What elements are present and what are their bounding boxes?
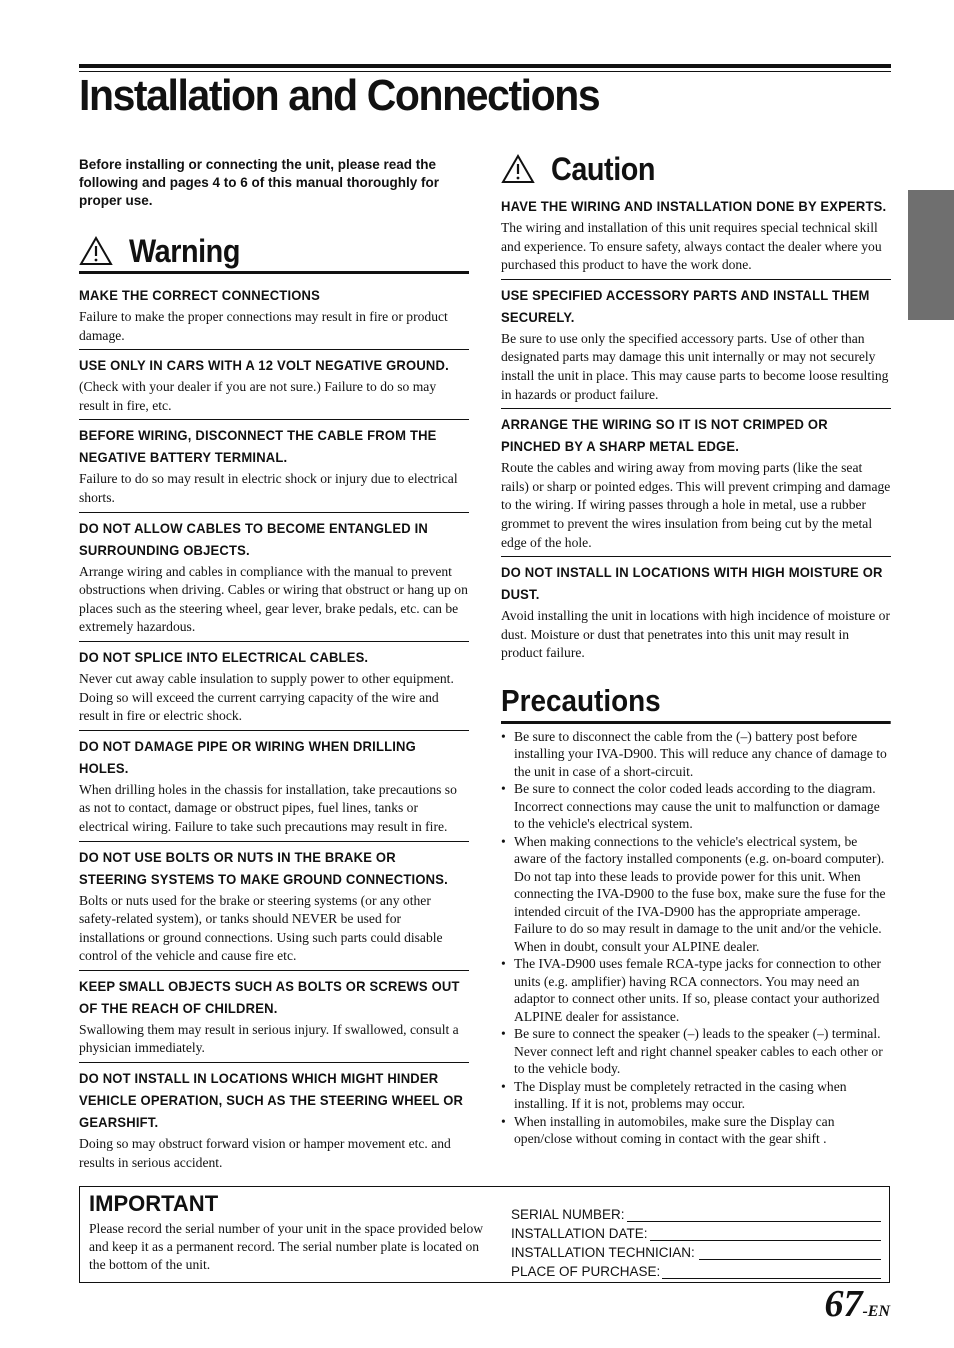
- field-label: PLACE OF PURCHASE:: [511, 1264, 661, 1279]
- record-fields: [511, 1203, 881, 1279]
- right-column: [501, 150, 891, 1148]
- warning-item-title: DO NOT DAMAGE PIPE OR WIRING WHEN DRILLING HOLES.: [79, 737, 416, 776]
- precaution-item: • The IVA-D900 uses female RCA-type jacks for connection to other units (e.g. amplifier) having RCA connectors. You may need an adaptor to connect other units. If so, please contact your authorized ALPINE dealer for assistance.: [501, 955, 891, 1025]
- warning-item-title: KEEP SMALL OBJECTS SUCH AS BOLTS OR SCREWS OUT OF THE REACH OF CHILDREN.: [79, 977, 460, 1016]
- warning-triangle-icon: [79, 236, 113, 266]
- precaution-item: • Be sure to disconnect the cable from the (–) battery post before installing your IVA-D900. This will reduce any chance of damage to the unit in case of a short-circuit.: [501, 728, 891, 781]
- field-line: [699, 1246, 881, 1260]
- warning-item-title: DO NOT SPLICE INTO ELECTRICAL CABLES.: [79, 648, 369, 665]
- serial-number-field[interactable]: [511, 1203, 881, 1222]
- field-label: SERIAL NUMBER:: [511, 1207, 625, 1222]
- important-heading: IMPORTANT: [89, 1191, 219, 1216]
- precautions-list: [501, 728, 891, 1148]
- warning-item-text: Never cut away cable insulation to supply power to other equipment. Doing so will exceed the current carrying capacity of the wire and result in fire or electric shock.: [79, 670, 454, 724]
- precaution-item: • When installing in automobiles, make sure the Display can open/close without coming in contact with the gear shift .: [501, 1113, 891, 1148]
- place-of-purchase-field[interactable]: [511, 1260, 881, 1279]
- precaution-item: • When making connections to the vehicle's electrical system, be aware of the factory installed components (e.g. on-board computer). Do not tap into these leads to provide power for this unit. When connecting the IVA-D900 to the fuse box, make sure the fuse for the intended circuit of the IVA-D900 has the appropriate amperage. Failure to do so may result in damage to the unit and/or the vehicle. When in doubt, consult your ALPINE dealer.: [501, 833, 891, 956]
- caution-item: [501, 191, 891, 280]
- installation-date-field[interactable]: [511, 1222, 881, 1241]
- warning-item-text: When drilling holes in the chassis for installation, take precautions so as not to contact, damage or obstruct pipes, fuel lines, tanks or electrical wiring. Failure to take such precautions may result in fire.: [79, 781, 457, 834]
- field-line: [662, 1265, 881, 1279]
- warning-item-text: Doing so may obstruct forward vision or hamper movement etc. and results in serious accident.: [79, 1136, 451, 1170]
- warning-item: [79, 420, 469, 512]
- left-column: [79, 156, 469, 1176]
- page-number: [824, 1282, 890, 1326]
- warning-item: [79, 971, 469, 1063]
- caution-header: [501, 150, 891, 189]
- precaution-item: • Be sure to connect the color coded leads according to the diagram. Incorrect connections may cause the unit to malfunction or damage to the vehicle's electrical system.: [501, 780, 891, 833]
- warning-item: [79, 842, 469, 971]
- warning-item: [79, 280, 469, 350]
- caution-heading: Caution: [551, 151, 656, 187]
- warning-item-title: MAKE THE CORRECT CONNECTIONS: [79, 287, 321, 303]
- precaution-item: • Be sure to connect the speaker (–) leads to the speaker (–) terminal. Never connect left and right channel speaker cables to each other or to the vehicle body.: [501, 1025, 891, 1078]
- warning-item-text: Bolts or nuts used for the brake or steering systems (or any other safety-related system), or tanks should NEVER be used for installations or ground connections. Using such parts could disable control of the vehicle and cause fire etc.: [79, 892, 443, 964]
- field-label: INSTALLATION DATE:: [511, 1226, 648, 1241]
- warning-item: [79, 1063, 469, 1176]
- installation-technician-field[interactable]: [511, 1241, 881, 1260]
- warning-item-text: Arrange wiring and cables in compliance with the manual to prevent obstructions when driving. Cables or wiring that obstruct or hang up on places such as the steering wheel, gear lever, brake pedals, etc. can be extremely hazardous.: [79, 563, 468, 635]
- field-line: [650, 1227, 881, 1241]
- intro-text: Before installing or connecting the unit, please read the following and pages 4 to 6 of this manual thoroughly for proper use.: [79, 157, 440, 208]
- caution-item: [501, 557, 891, 667]
- caution-item-text: Be sure to use only the specified accessory parts. Use of other than designated parts may damage this unit internally or may not securely install the unit in place. This may cause parts to become loose resulting in hazards or product failure.: [501, 330, 889, 402]
- caution-item-title: DO NOT INSTALL IN LOCATIONS WITH HIGH MOISTURE OR DUST.: [501, 564, 883, 603]
- caution-item-title: USE SPECIFIED ACCESSORY PARTS AND INSTALL THEM SECURELY.: [501, 286, 870, 325]
- caution-item-text: Avoid installing the unit in locations with high incidence of moisture or dust. Moisture or dust that penetrates into this unit may result in product failure.: [501, 608, 890, 661]
- caution-triangle-icon: [501, 154, 535, 184]
- caution-item-title: HAVE THE WIRING AND INSTALLATION DONE BY EXPERTS.: [501, 198, 887, 214]
- caution-item-title: ARRANGE THE WIRING SO IT IS NOT CRIMPED OR PINCHED BY A SHARP METAL EDGE.: [501, 416, 828, 455]
- caution-item: [501, 280, 891, 409]
- warning-item-text: (Check with your dealer if you are not sure.) Failure to do so may result in fire, etc.: [79, 379, 437, 413]
- important-box: [79, 1186, 890, 1283]
- section-thumb-tab: [908, 190, 954, 320]
- warning-item-title: DO NOT ALLOW CABLES TO BECOME ENTANGLED IN SURROUNDING OBJECTS.: [79, 519, 428, 558]
- warning-item-title: DO NOT USE BOLTS OR NUTS IN THE BRAKE OR STEERING SYSTEMS TO MAKE GROUND CONNECTIONS.: [79, 848, 448, 887]
- top-rule-thick: [79, 64, 891, 68]
- warning-item: [79, 731, 469, 842]
- warning-item-title: BEFORE WIRING, DISCONNECT THE CABLE FROM THE NEGATIVE BATTERY TERMINAL.: [79, 427, 437, 466]
- warning-item-text: Failure to make the proper connections may result in fire or product damage.: [79, 309, 448, 343]
- precaution-item: • The Display must be completely retracted in the casing when installing. If it is not, problems may occur.: [501, 1078, 891, 1113]
- warning-item-text: Failure to do so may result in electric shock or injury due to electrical shorts.: [79, 471, 458, 505]
- page-number-suffix: -EN: [862, 1303, 890, 1320]
- warning-item: [79, 642, 469, 731]
- warning-item: [79, 350, 469, 420]
- important-text: Please record the serial number of your unit in the space provided below and keep it as a permanent record. The serial number plate is located on the bottom of the unit.: [89, 1221, 484, 1272]
- warning-header: [79, 232, 469, 274]
- caution-item-text: The wiring and installation of this unit requires special technical skill and experience. To ensure safety, always contact the dealer where you purchased this product to have the work done.: [501, 220, 882, 273]
- warning-item-title: USE ONLY IN CARS WITH A 12 VOLT NEGATIVE GROUND.: [79, 357, 449, 374]
- warning-item: [79, 513, 469, 642]
- page-title: Installation and Connections: [79, 71, 600, 120]
- caution-item: [501, 409, 891, 557]
- field-line: [627, 1208, 881, 1222]
- page-number-value: 67: [824, 1283, 863, 1325]
- caution-item-text: Route the cables and wiring away from moving parts (like the seat rails) or sharp or pointed edges. This will prevent crimping and damage to the wiring. If wiring passes through a hole in metal, use a rubber grommet to prevent the wires insulation from being cut by the metal edge of the hole.: [501, 460, 891, 550]
- warning-item-title: DO NOT INSTALL IN LOCATIONS WHICH MIGHT HINDER VEHICLE OPERATION, SUCH AS THE STEERING WHEEL OR GEARSHIFT.: [79, 1070, 464, 1131]
- warning-item-text: Swallowing them may result in serious injury. If swallowed, consult a physician immediately.: [79, 1021, 459, 1056]
- precautions-heading: Precautions: [501, 683, 891, 724]
- field-label: INSTALLATION TECHNICIAN:: [511, 1245, 695, 1260]
- warning-heading: Warning: [129, 233, 240, 269]
